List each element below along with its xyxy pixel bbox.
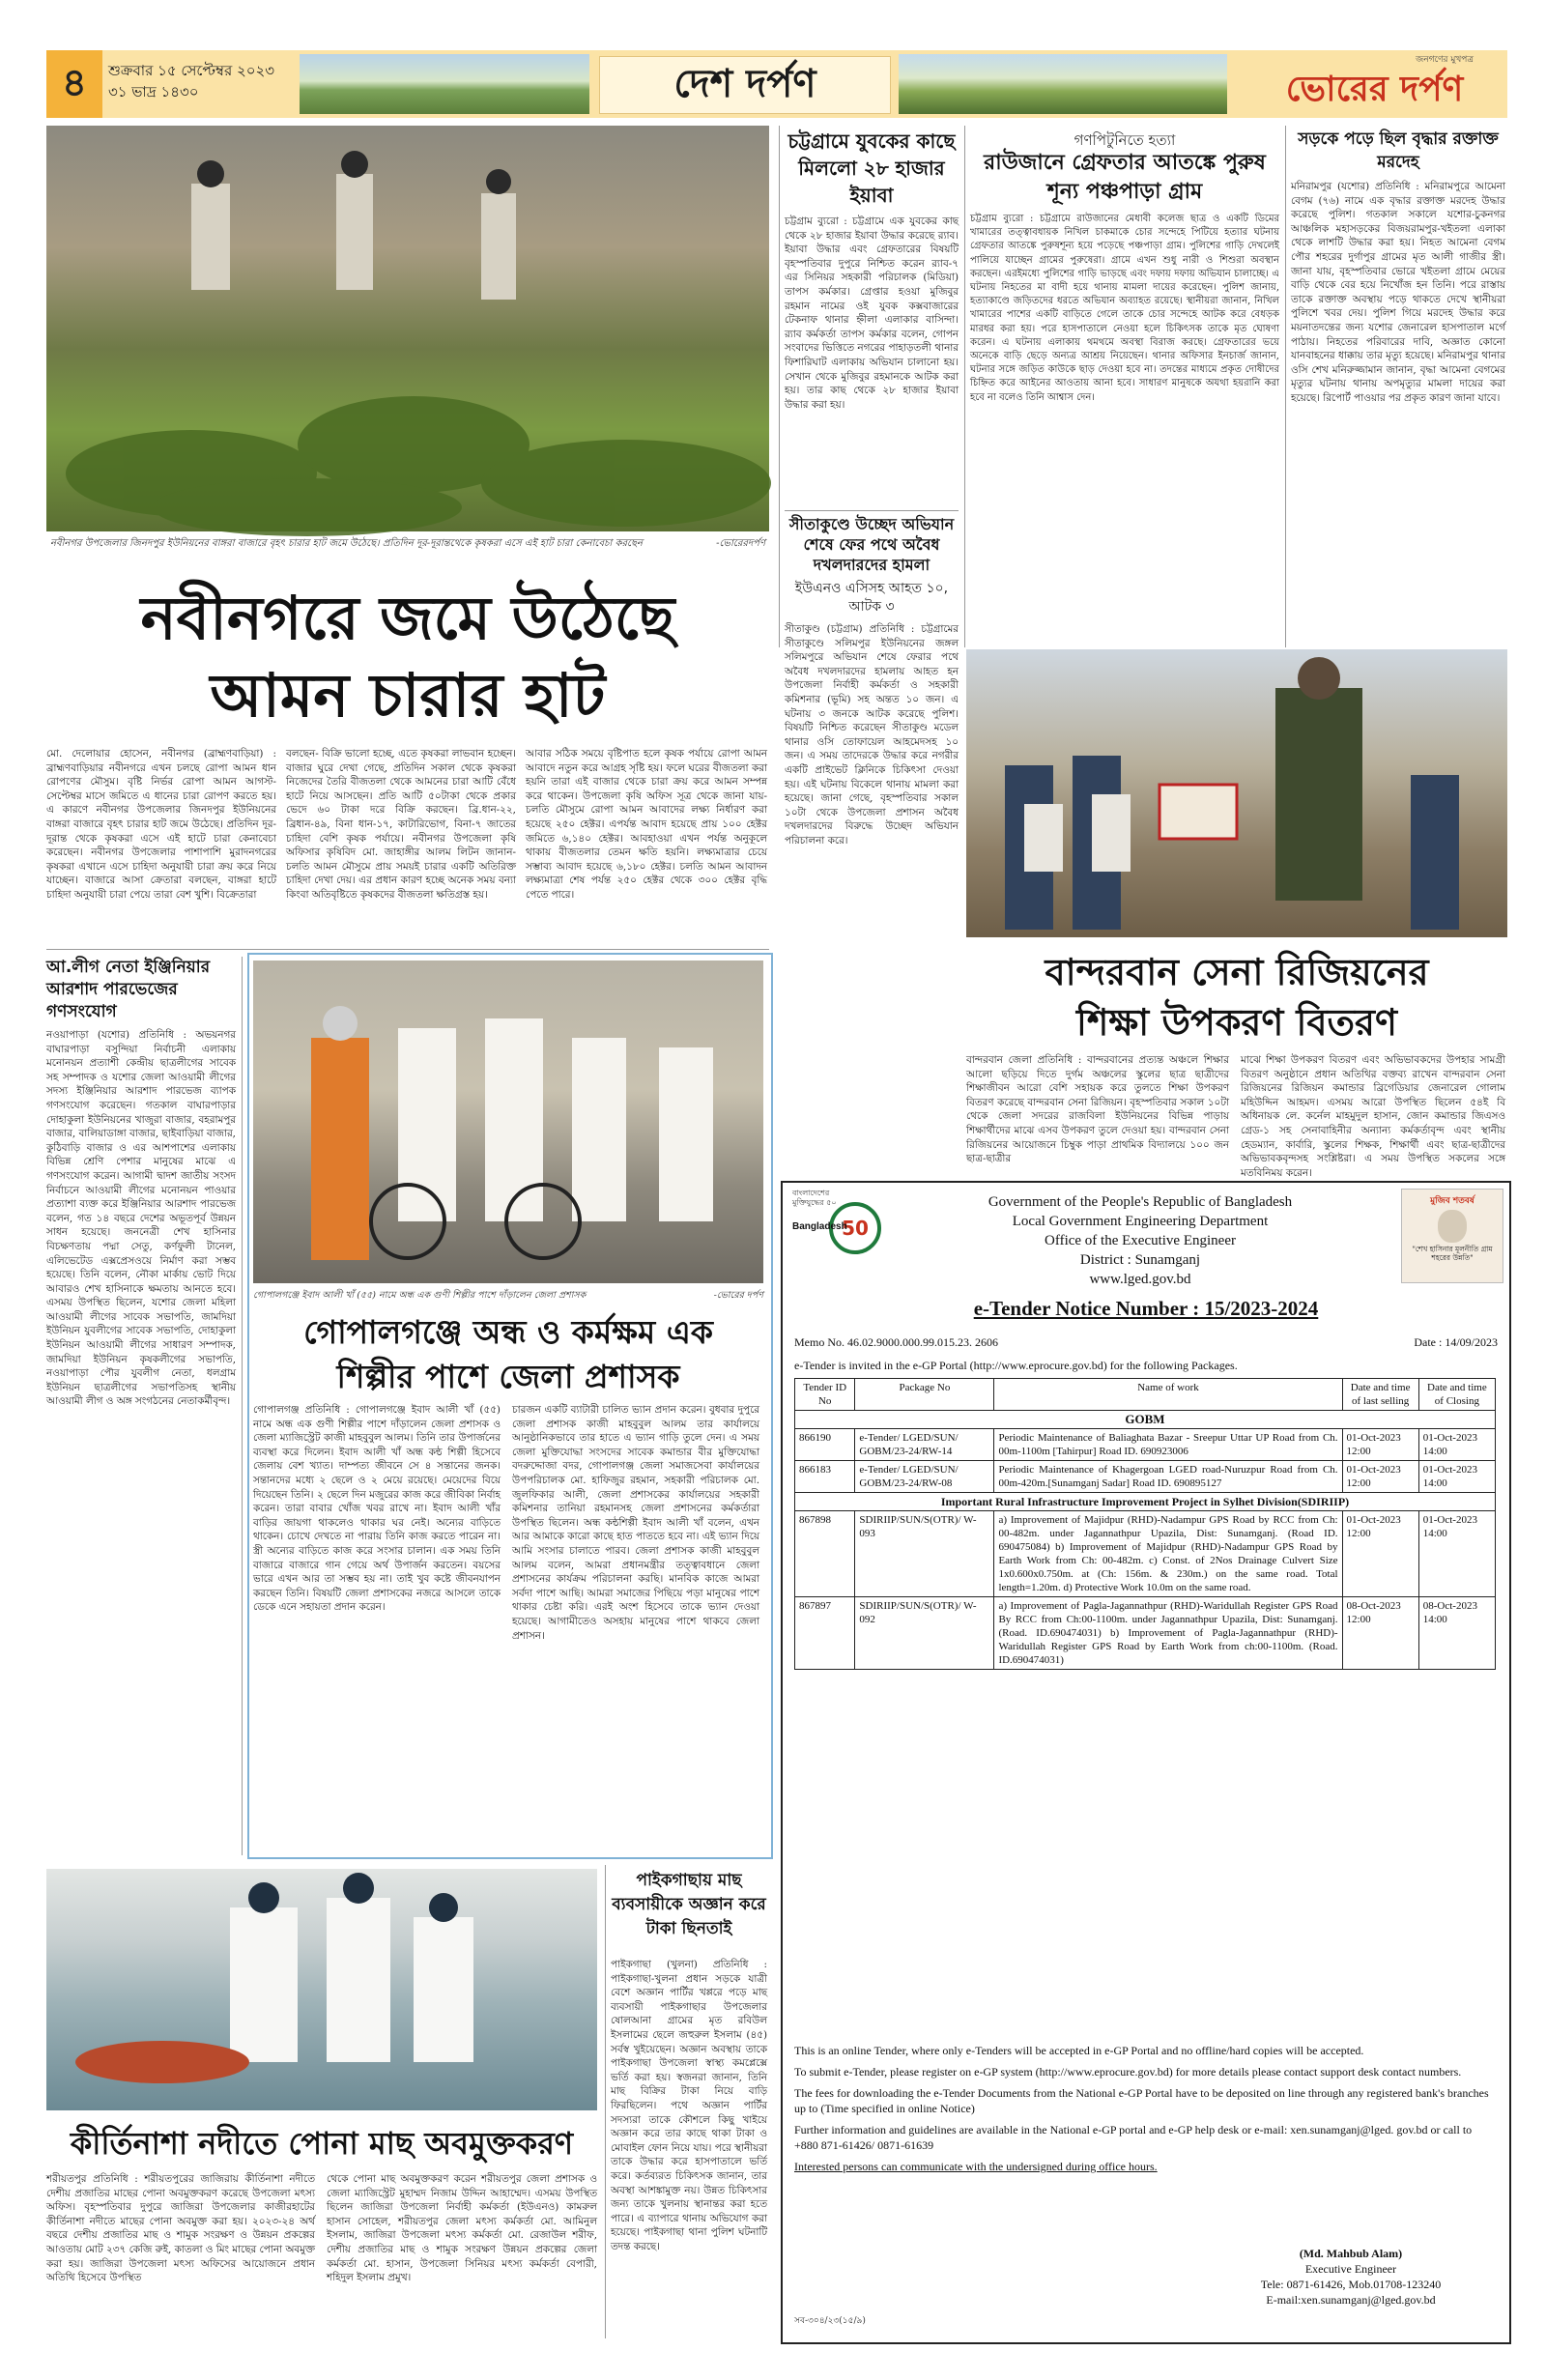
gopalganj-headline	[253, 1310, 763, 1399]
lead-headline	[46, 580, 769, 734]
bangladesh-50-logo	[792, 1189, 877, 1270]
col-header-work: Name of work	[994, 1379, 1342, 1411]
signer-title: Executive Engineer	[1304, 2262, 1397, 2276]
gopalganj-caption-text: গোপালগঞ্জে ইবাদ আলী খাঁ (৫৫) নামে অন্ধ এক গুণী শিল্পীর পাশে দাঁড়ালেন জেলা প্রশাসক	[253, 1290, 587, 1301]
sitakunda-body: সীতাকুণ্ড (চট্টগ্রাম) প্রতিনিধি : চট্টগ্রামের সীতাকুণ্ডে সলিমপুর ইউনিয়নের জঙ্গল সলিমপুরে অভিযান শেষে ফেরার পথে অবৈধ দখলদারদের হামলায় আহত হন উপজেলা নির্বাহী কর্মকর্তা ও সহকারী কমিশনার (ভূমি) সহ অন্তত ১০ জন। এ ঘটনায় ৩ জনকে আটক করেছে পুলিশ। বিষয়টি নিশ্চিত করেছেন সীতাকুণ্ড মডেল থানার ওসি তোফায়েল আহমেদসহ ১০ জন। এ সময় তাদেরকে উদ্ধার করে নগরীর একটি প্রাইভেট ক্লিনিকে চিকিৎসা দেওয়া হয়। এই ঘটনায় বিকেলে থানায় মামলা করা হয়েছে। জানা গেছে, বৃহস্পতিবার সকাল ১০টা থেকে উপজেলা প্রশাসন অবৈধ দখলদারদের বিরুদ্ধে উচ্ছেদ অভিযান পরিচালনা করে।	[785, 623, 959, 846]
lead-headline-line1: নবীনগরে জমে উঠেছে	[140, 583, 675, 653]
tender-note-register[interactable]: To submit e-Tender, please register on e-GP system (http://www.eprocure.gov.bd) for more details please contact support desk contact numbers.	[794, 2065, 1462, 2079]
signer-name: (Md. Mahbub Alam)	[1299, 2247, 1403, 2260]
column-divider	[1285, 126, 1286, 647]
tender-work: Periodic Maintenance of Khagergoan LGED road-Nuruzpur Road from Ch. 00m-420m.[Sunamganj Sadar] Road ID. 690895127	[994, 1461, 1342, 1493]
sitakunda-headline: সীতাকুণ্ডে উচ্ছেদ অভিযান শেষে ফের পথে অবৈধ দখলদারদের হামলা	[788, 515, 955, 574]
issue-date-gregorian: শুক্রবার ১৫ সেপ্টেম্বর ২০২৩	[108, 62, 274, 79]
gopalganj-body-col1: গোপালগঞ্জ প্রতিনিধি : গোপালগঞ্জে ইবাদ আলী খাঁ (৫৫) নামে অন্ধ এক গুণী শিল্পীর পাশে দাঁড়ালেন জেলা প্রশাসক ও জেলা ম্যাজিস্ট্রেট কাজী মাহবুবুল আলম। তিনি তার উপার্জনের ব্যবস্থা করে দিলেন। ইবাদ আলী খাঁ অন্ধ কন্ঠ শিল্পী হিসেবে জেলায় বেশ খ্যাত। দাম্পত্য জীবনে সে ৪ সন্তানের জনক। সন্তানদের মধ্যে ২ ছেলে ও ২ মেয়ে রয়েছে। মেয়েদের বিয়ে দিয়েছেন তিনি। ২ ছেলে দিন মজুরের কাজ করে জীবিকা নির্বাহ করেন। তারা বাবার খোঁজ খবর রাখে না। ইবাদ আলী খাঁর বাড়ির জায়গা থাকলেও থাকার ঘর নেই। অন্যের বাড়িতে থাকেন। চোখে দেখতে না পারায় তিনি কাজ করতে পারেন না। স্ত্রী অন্যের বাড়িতে কাজ করে সংসার চালান। এক সময় তিনি বাজারে বাজারে গান গেয়ে অর্থ উপার্জন করতেন। বয়সের ভারে এখন আর তা সম্ভব হয় না। তাই খুব কষ্টে জীবনযাপন করছেন তিনি। বিষয়টি জেলা প্রশাসকের নজরে আসলে তাকে ডেকে এনে সহায়তা প্রদান করেন।	[253, 1404, 501, 1614]
bandarban-photo	[966, 649, 1507, 937]
signer-email[interactable]: E-mail:xen.sunamganj@lged.gov.bd	[1266, 2293, 1436, 2307]
tender-intro: e-Tender is invited in the e-GP Portal (http://www.eprocure.gov.bd) for the following Packages.	[794, 1359, 1238, 1372]
tender-close-date: 01-Oct-2023 14:00	[1418, 1461, 1495, 1493]
ad-code: সব-৩০৪/২৩(১৫/৯)	[794, 2316, 866, 2326]
logo-word: Bangladesh	[792, 1221, 847, 1232]
lead-body-col2: বলছেন- বিক্রি ভালো হচ্ছে, এতে কৃষকরা লাভবান হচ্ছেন। বাজার ঘুরে দেখা গেছে, প্রতিদিন সকাল থেকে কৃষকরা নিজেদের তৈরি বীজতলা থেকে আমনের চারা আটি বেঁধে হাটে নিয়ে আসছেন। প্রতি আটি ৫০টাকা থেকে প্রকার ভেদে ৬০ টাকা দরে বিক্রি করছেন। ব্রি.ধান-২২, ব্রিধান-৪৯, বিনা ধান-১৭, কাটারিভোগ, বিনা-৭ জাতের চাহিদা বেশি কৃষক পর্যায়ে। নবীনগর উপজেলা কৃষি অফিসার কৃষিবিদ মো. জাহাঙ্গীর আলম লিটন জানান-চলতি আমন মৌসুমে প্রায় সময়ই চারার একটি অতিরিক্ত চাহিদা দেখা দেয়। এর প্রধান কারণ হচ্ছে অনেক সময় বন্যা কিংবা অতিবৃষ্টিতে কৃষকদের বীজতলা ক্ষতিগ্রস্ত হয়।	[286, 748, 516, 901]
tender-id: 866183	[795, 1461, 855, 1493]
tender-sell-date: 01-Oct-2023 12:00	[1342, 1461, 1418, 1493]
tender-package: e-Tender/ LGED/SUN/ GOBM/23-24/RW-08	[855, 1461, 994, 1493]
bandarban-headline-line1: বান্দরবান সেনা রিজিয়নের	[1045, 951, 1429, 993]
tender-office: Office of the Executive Engineer	[1045, 1233, 1236, 1248]
tender-close-date: 08-Oct-2023 14:00	[1418, 1597, 1495, 1670]
tender-gov: Government of the People's Republic of Bangladesh	[988, 1194, 1293, 1210]
tender-district: District : Sunamganj	[1079, 1252, 1201, 1268]
section-title: দেশ দর্পণ	[599, 56, 891, 114]
tender-id: 866190	[795, 1429, 855, 1461]
moniram-body: মনিরামপুর (যশোর) প্রতিনিধি : মনিরামপুরে আমেনা বেগম (৭৬) নামে এক বৃদ্ধার রক্তাক্ত মরদেহ উদ্ধার করেছে পুলিশ। গতকাল সকালে যশোর-চুকনগর আঞ্চলিক মহাসড়কের বিজয়রামপুর-খইতলা এলাকা থেকে লাশটি উদ্ধার করা হয়। নিহত আমেনা বেগম পৌর শহরের দুর্গাপুর গ্রামের মৃত আলী গাজীর স্ত্রী। জানা যায়, বৃহস্পতিবার ভোরে খইতলা গ্রামে মেয়ের বাড়ি থেকে বের হয়ে নিখোঁজ হন তিনি। পরে রাস্তায় তাকে রক্তাক্ত অবস্থায় পড়ে থাকতে দেখে স্থানীয়রা পুলিশে খবর দেয়। পুলিশ গিয়ে মরদেহ উদ্ধার করে ময়নাতদন্তের জন্য যশোর জেনারেল হাসপাতাল মর্গে পাঠায়। নিহতের পরিবারের দাবি, অজ্ঞাত কোনো যানবাহনের ধাক্কায় তার মৃত্যু হয়েছে। মনিরামপুর থানার ওসি শেখ মনিরুজ্জামান জানান, বৃদ্ধা আমেনা বেগমের মৃত্যুর ঘটনায় থানায় অপমৃত্যুর মামলা দায়ের করা হয়েছে। রিপোর্ট পাওয়ার পর প্রকৃত কারণ জানা যাবে।	[1291, 181, 1505, 404]
bandarban-body-col2: মাঝে শিক্ষা উপকরণ বিতরণ এবং অভিভাবকদের উপহার সামগ্রী বিতরণ অনুষ্ঠানে প্রধান অতিথির বক্তব্য রাখেন বান্দরবান সেনা রিজিয়নের রিজিয়ন কমান্ডার ব্রিগেডিয়ার জেনারেল গোলাম মহিউদ্দিন আহমদ। এসময় আরো উপস্থিত ছিলেন ৫৪ই বি অধিনায়ক লে. কর্নেল মাহমুদুল হাসান, জোন কমান্ডার জিএসও গ্রেড-১ সহ সেনাবাহিনীর অন্যান্য কর্মকর্তাবৃন্দ এবং স্থানীয় হেডম্যান, কার্বারি, স্কুলের শিক্ষক, শিক্ষার্থী এবং ছাত্র-ছাত্রীদের অভিভাবকবৃন্দসহ সংশ্লিষ্টরা। এ সময় উপস্থিত সকলের সঙ্গে মতবিনিময় করেন।	[1241, 1054, 1505, 1179]
raozan-body: চট্টগ্রাম ব্যুরো : চট্টগ্রামে রাউজানের মেধাবী কলেজ ছাত্র ও একটি ডিমের খামারের তত্ত্বাবধায়ক নিখিল চাকমাকে চোর সন্দেহে পিটিয়ে হত্যার ঘটনায় গ্রেফতার আতঙ্কে পুরুষশূন্য হয়ে পড়েছে পঞ্চপাড়া গ্রাম। পুলিশের গাড়ি দেখলেই পালিয়ে যাচ্ছেন গ্রামের পুরুষেরা। গ্রামে এখন শুধু নারী ও শিশুরা অবস্থান করছেন। এরইমধ্যে পুলিশের গাড়ি ভাড়ছে এবং দফায় দফায় অভিযান চালাচ্ছে। এ ঘটনায় নিহতের মা বাদী হয়ে থানায় মামলা দায়ের করেছেন। পুলিশ জানায়, হত্যাকাণ্ডে জড়িতদের ধরতে অভিযান অব্যাহত রয়েছে। স্থানীয়রা জানান, নিখিল খামারের পাশের একটি বাড়িতে গেলে তাকে চোর সন্দেহে আটক করে বেধড়ক মারধর করা হয়। পরে হাসপাতালে নেওয়া হলে চিকিৎসক তাকে মৃত ঘোষণা করেন। এ ঘটনায় এলাকায় থমথমে অবস্থা বিরাজ করছে। গ্রেফতারের ভয়ে অনেকে বাড়ি ছেড়ে অন্যত্র আশ্রয় নিয়েছেন। থানার অফিসার ইনচার্জ জানান, ঘটনার সঙ্গে জড়িত কাউকে ছাড় দেওয়া হবে না। তদন্তের মাধ্যমে প্রকৃত দোষীদের চিহ্নিত করে আইনের আওতায় আনা হবে। সাধারণ মানুষকে অযথা হয়রানি করা হবে না বলেও তিনি আশ্বাস দেন।	[970, 214, 1279, 403]
signer-tel: Tele: 0871-61426, Mob.01708-123240	[1260, 2278, 1442, 2291]
lead-headline-line2: আমন চারার হাট	[210, 660, 606, 731]
tender-date: Date : 14/09/2023	[1414, 1335, 1498, 1349]
masthead-harvest-image	[899, 54, 1227, 114]
paper-tagline: জনগণের মুখপত্র	[1416, 55, 1474, 65]
tender-note-contact: Interested persons can communicate with the undersigned during office hours.	[794, 2160, 1158, 2173]
tender-work: Periodic Maintenance of Baliaghata Bazar - Sreepur Uttar UP Road from Ch. 00m-1100m [Tahirpur] Road ID. 690923006	[994, 1429, 1342, 1461]
divider	[46, 949, 769, 950]
tender-work: a) Improvement of Majidpur (RHD)-Nadampur GPS Road by RCC from Ch: 00-482m. under Jagannathpur Upazila, Dist: Sunamganj. (Road ID. 690475084) b) Improvement of Majidpur (RHD)-Nadampur GPS Road by Earth Work from Ch: 00-482m. c) Const. of 2Nos Drainage Culvert Size 1x0.600x0.750m. at (Ch: 156m. & 230m.) on the same road. Total length=1.20m. d) Protective Work 10.0m on the same road.	[994, 1511, 1342, 1597]
column-divider	[605, 1865, 606, 2338]
tender-dept: Local Government Engineering Department	[1012, 1214, 1269, 1229]
logo-caption-top: বাংলাদেশের মুক্তিযুদ্ধের ৫০	[792, 1189, 837, 1207]
gopalganj-photo	[253, 961, 763, 1283]
lead-caption-text: নবীনগর উপজেলার জিনদপুর ইউনিয়নের বাঙ্গরা বাজারে বৃহৎ চারার হাট জমে উঠেছে। প্রতিদিন দূর-দূরান্তথেকে কৃষকরা এসে এই হাট চারা কেনাবেচা করছেন	[50, 538, 644, 549]
table-row	[795, 1511, 1496, 1597]
tender-note-online: This is an online Tender, where only e-Tenders will be accepted in e-GP Portal and no offline/hard copies will be accepted.	[794, 2044, 1364, 2057]
tender-web: www.lged.gov.bd	[1089, 1272, 1191, 1287]
tender-notes	[794, 2043, 1496, 2174]
moniram-headline: সড়কে পড়ে ছিল বৃদ্ধার রক্তাক্ত মরদেহ	[1298, 129, 1499, 172]
tender-memo: Memo No. 46.02.9000.000.99.015.23. 2606	[794, 1335, 998, 1349]
masthead-field-image	[300, 54, 589, 114]
tender-work: a) Improvement of Pagla-Jagannathpur (RHD)-Waridullah Register GPS Road By RCC from Ch:00-1100m. under Jagannathpur Upazila, Dist: Sunamganj. (Road. ID.690474031) b) Improvement of Pagla-Jagannathpur (RHD)-Waridullah Register GPS Road by Earth Work from ch:00-1100m. (Road. ID.690474031)	[994, 1597, 1342, 1670]
table-row	[795, 1429, 1496, 1461]
table-row	[795, 1461, 1496, 1493]
ctg-headline: চট্টগ্রামে যুবকের কাছে মিললো ২৮ হাজার ইয়াবা	[787, 129, 956, 207]
column-divider	[964, 126, 965, 647]
lead-photo-seedling-market	[46, 126, 769, 531]
tender-package: e-Tender/ LGED/SUN/ GOBM/23-24/RW-14	[855, 1429, 994, 1461]
column-divider	[242, 957, 243, 1855]
tender-note-info[interactable]: Further information and guidelines are available in the National e-GP portal and e-GP help desk or e-mail: xen.sunamganj@lged. gov.bd or call to +880 871-61426/ 0871-61639	[794, 2123, 1473, 2152]
gopalganj-headline-line2: শিল্পীর পাশে জেলা প্রশাসক	[336, 1358, 680, 1395]
tender-close-date: 01-Oct-2023 14:00	[1418, 1429, 1495, 1461]
issue-date-bengali: ৩১ ভাদ্র ১৪৩০	[108, 83, 199, 100]
table-row	[795, 1597, 1496, 1670]
al-body: নওয়াপাড়া (যশোর) প্রতিনিধি : অভয়নগর বাঘারপাড়া বসুন্দিয়া নির্বাচনী এলাকায় মনোনয়ন প্রত্যাশী কেন্দ্রীয় ছাত্রলীগের সাবেক সহ সম্পাদক ও যশোর জেলা আওয়ামী লীগের সদস্য ইঞ্জিনিয়ার আরশাদ পারভেজ ব্যাপক গণসংযোগ করেছেন। গতকাল বাঘারপাড়ার দোহাকুলা ইউনিয়নের খাজুরা বাজার, বহরামপুর বাজার, বালিয়াডাঙ্গা বাজার, ছাইবাড়িয়া বাজার, কুঠিবাড়ি বাজার ও এর আশপাশের এলাকায় বিভিন্ন শ্রেণি পেশার মানুষের মাঝে এ গণসংযোগ করেন। আগামী দ্বাদশ জাতীয় সংসদ নির্বাচনে আওয়ামী লীগের মনোনয়ন পাওয়ার প্রত্যাশা ব্যক্ত করে ইঞ্জিনিয়ার আরশাদ পারভেজ বলেন, গত ১৪ বছরে দেশের অভূতপূর্ব উন্নয়ন সাধন হয়েছে। জননেত্রী শেখ হাসিনার বিচক্ষণতায় পদ্মা সেতু, কর্ণফুলী টানেল, এলিভেটেড এক্সপ্রেসওয়ে নির্মাণ করা সম্ভব হয়েছে। তিনি বলেন, নৌকা মার্কায় ভোট দিয়ে আবারও শেখ হাসিনাকে ক্ষমতায় আনতে হবে। এসময় উপস্থিত ছিলেন, যশোর জেলা মহিলা আওয়ামী লীগের সাবেক সভাপতি, জামদিয়া ইউনিয়ন যুবলীগের সাবেক সভাপতি, দোহাকুলা ইউনিয়ন আওয়ামী লীগের সাধারণ সম্পাদক, জামদিয়া ইউনিয়ন কৃষকলীগের সভাপতি, নওয়াপাড়া পৌর যুবলীগ নেতা, ধলগ্রাম ইউনিয়ন ছাত্রলীগের সভাপতিসহ স্থানীয় আওয়ামী লীগ ও অঙ্গ সংগঠনের নেতাকর্মীবৃন্দ।	[46, 1029, 236, 1408]
paikgachha-headline: পাইকগাছায় মাছ ব্যবসায়ীকে অজ্ঞান করে টাকা ছিনতাই	[612, 1871, 766, 1938]
gopalganj-caption	[253, 1289, 763, 1302]
tender-package: SDIRIIP/SUN/S(OTR)/ W-092	[855, 1597, 994, 1670]
logo-number: 50	[829, 1202, 881, 1254]
page-number: ৪	[46, 50, 102, 118]
divider	[785, 510, 959, 511]
column-divider	[779, 126, 780, 647]
ctg-body: চট্টগ্রাম ব্যুরো : চট্টগ্রামে এক যুবকের কাছ থেকে ২৮ হাজার ইয়াবা উদ্ধার করেছে র‍্যাব। ইয়াবা উদ্ধার এবং গ্রেফতারের বিষয়টি বৃহস্পতিবার দুপুরে নিশ্চিত করেন র‍্যাব-৭ এর সিনিয়র সহকারী পরিচালক (মিডিয়া) তাপস কর্মকার। গ্রেপ্তার হওয়া মুজিবুর রহমান নামের ওই যুবক কক্সবাজারের টেকনাফ থানার হ্নীলা এলাকার বাসিন্দা। র‍্যাব কর্মকর্তা তাপস কর্মকার বলেন, গোপন সংবাদের ভিত্তিতে নগরের পাহাড়তলী থানার ফিশারিঘাট এলাকায় অভিযান চালানো হয়। সেখান থেকে মুজিবুর রহমানকে আটক করা হয়। তার কাছ থেকে ২৮ হাজার ইয়াবা উদ্ধার করা হয়।	[785, 215, 959, 411]
tender-package: SDIRIIP/SUN/S(OTR)/ W-093	[855, 1511, 994, 1597]
tender-title: e-Tender Notice Number : 15/2023-2024	[973, 1297, 1319, 1320]
col-header-package: Package No	[855, 1379, 994, 1411]
al-headline: আ.লীগ নেতা ইঞ্জিনিয়ার আরশাদ পারভেজের গণসংযোগ	[46, 958, 211, 1021]
kirtinasha-headline: কীর্তিনাশা নদীতে পোনা মাছ অবমুক্তকরণ	[70, 2125, 574, 2162]
lead-body-col1: মো. দেলোয়ার হোসেন, নবীনগর (ব্রাহ্মণবাড়িয়া) : ব্রাহ্মণবাড়িয়ার নবীনগরে এখন চলছে রোপা আমন ধান রোপণের মৌসুম। বৃষ্টি নির্ভর রোপা আমন আগস্ট-সেপ্টেম্বর মাসে জমিতে এ ধানের চারা রোপণ করতে হয়। এ কারণে নবীনগর উপজেলার জিনদপুর ইউনিয়নের বাঙ্গরা বাজারে বৃহৎ চারার হাট জমে উঠেছে। প্রতিদিন দূর-দূরান্ত থেকে কৃষকরা এসে এই হাটে চারা কেনাবেচা করেছেন। নবীনগর উপজেলার পাশাপাশি মুরাদনগরের কৃষকরা এখানে এসে চাহিদা অনুযায়ী চারা ক্রয় করে নিয়ে যাচ্ছেন। বাজারে আসা ক্রেতারা বলছেন, বাঙ্গরা হাটে চাহিদা অনুযায়ী চারা পেয়ে তারা বেশ খুশি। বিক্রেতারা	[46, 748, 276, 901]
sitakunda-subhead: ইউএনও এসিসহ আহত ১০, আটক ৩	[794, 581, 949, 615]
col-header-selling: Date and time of last selling	[1342, 1379, 1418, 1411]
lead-photo-caption	[50, 537, 765, 550]
tender-note-fees: The fees for downloading the e-Tender Documents from the National e-GP Portal have to be deposited on line through any registered bank's branches up to (Time specified in online Notice)	[794, 2086, 1489, 2115]
pm-portrait-badge	[1401, 1189, 1503, 1283]
tender-header	[879, 1192, 1401, 1289]
col-header-closing: Date and time of Closing	[1418, 1379, 1495, 1411]
tender-notice	[781, 1181, 1511, 2344]
tender-group-gobm: GOBM	[795, 1411, 1496, 1429]
issue-date	[108, 60, 292, 102]
col-header-id: Tender ID No	[795, 1379, 855, 1411]
lead-body-col3: আবার সঠিক সময়ে বৃষ্টিপাত হলে কৃষক পর্যায়ে রোপা আমন আবাদে নতুন করে আগ্রহ সৃষ্টি হয়। ফলে ঘরের বীজতলা করা হয়নি তারা এই বাজার থেকে চারা ক্রয় করে আমন সম্পন্ন করে থাকেন। উপজেলা কৃষি অফিস সূত্র থেকে জানা যায়-চলতি মৌসুমে রোপা আমন আবাদের লক্ষ্য নির্ধারণ করা হয়েছে ২৫০ হেক্টর। এপর্যন্ত আবাদ হয়েছে প্রায় ১০০ হেক্টর জমিতে ৬,১৪০ হেক্টর। আবহাওয়া এখন পর্যন্ত অনুকূলে থাকায় বীজতলার তেমন ক্ষতি হয়নি। লক্ষ্যমাত্রার চেয়ে সম্ভাব্য আবাদ হয়েছে ৬,১৮০ হেক্টর। চলতি আমন আবাদন লক্ষ্যমাত্রা শেষ পর্যন্ত ২৫০ হেক্টর থেকে ৩০০ হেক্টর বৃদ্ধি পেতে পারে।	[526, 748, 767, 901]
tender-sell-date: 01-Oct-2023 12:00	[1342, 1429, 1418, 1461]
tender-group-sdiriip: Important Rural Infrastructure Improvement Project in Sylhet Division(SDIRIIP)	[795, 1493, 1496, 1511]
tender-sell-date: 01-Oct-2023 12:00	[1342, 1511, 1418, 1597]
gopalganj-headline-line1: গোপালগঞ্জে অন্ধ ও কর্মক্ষম এক	[303, 1313, 713, 1351]
pm-portrait-icon	[1438, 1210, 1467, 1243]
kirtinasha-body-col2: থেকে পোনা মাছ অবমুক্তকরণ করেন শরীয়তপুর জেলা প্রশাসক ও জেলা ম্যাজিস্ট্রেট মুহাম্মদ নিজাম উদ্দিন আহাম্মেদ। এসময় উপস্থিত ছিলেন জাজিরা উপজেলা নির্বাহী কর্মকর্তা (ইউএনও) কামরুল হাসান সোহেল, শরীয়তপুর জেলা মৎস্য কর্মকর্তা মো. আমিনুল ইসলাম, জাজিরা উপজেলা মৎস্য কর্মকর্তা মো. রেজাউল শরীফ, দেশীয় প্রজাতির মাছ ও শামুক সংরক্ষণ উন্নয়ন প্রকল্পের জেলা কর্মকর্তা মো. হাসান, উপজেলা সিনিয়র মৎস্য কর্মকর্তা বেপারী, শহিদুল ইসলাম প্রমুখ।	[327, 2173, 597, 2284]
raozan-kicker: গণপিটুনিতে হত্যা	[1074, 131, 1176, 149]
tender-sell-date: 08-Oct-2023 12:00	[1342, 1597, 1418, 1670]
raozan-headline: রাউজানে গ্রেফতার আতঙ্কে পুরুষ শূন্য পঞ্চপাড়া গ্রাম	[984, 151, 1266, 204]
tender-signature	[1206, 2246, 1496, 2308]
paper-logo[interactable]	[1246, 52, 1503, 116]
tender-table-header	[795, 1379, 1496, 1411]
kirtinasha-body-col1: শরীয়তপুর প্রতিনিধি : শরীয়তপুরের জাজিরায় কীর্তিনাশা নদীতে দেশীয় প্রজাতির মাছের পোনা অবমুক্তকরণ করেছে উপজেলা মৎস্য অফিস। বৃহস্পতিবার দুপুরে জাজিরা উপজেলার কাজীরহাটের কীর্তিনাশা নদীতে মাছের পোনা অবমুক্ত করা হয়। ২০২৩-২৪ অর্থ বছরে দেশীয় প্রজাতির মাছ ও শামুক সংরক্ষণ ও উন্নয়ন প্রকল্পের আওতায় মোট ২৩৭ কেজি রুই, কাতলা ও মিং মাছের পোনা অবমুক্ত করা হয়। জাজিরা উপজেলা মৎস্য অফিসের আয়োজনে প্রধান অতিথি হিসেবে উপস্থিত	[46, 2173, 315, 2284]
tender-table	[794, 1378, 1496, 1670]
paper-name: ভোরের দর্পণ	[1285, 70, 1464, 109]
tender-close-date: 01-Oct-2023 14:00	[1418, 1511, 1495, 1597]
gopalganj-caption-credit: -ভোরের দর্পণ	[713, 1290, 763, 1301]
lead-caption-credit: -ভোরেরদর্পণ	[716, 538, 765, 549]
tender-id: 867897	[795, 1597, 855, 1670]
bandarban-body-col1: বান্দরবান জেলা প্রতিনিধি : বান্দরবানের প্রত্যন্ত অঞ্চলে শিক্ষার আলো ছড়িয়ে দিতে দুর্গম অঞ্চলের স্কুলের ছাত্র ছাত্রীদের শিক্ষাজীবন আরো বেশি সহায়ক করে তুলতে শিক্ষা উপকরণ বিতরণ করেছে বান্দরবান সেনা রিজিয়ন। বৃহস্পতিবার সকাল ১০টা থেকে জেলা সদরের রাজবিলা ইউনিয়নের বিভিন্ন পাড়ায় শিক্ষার্থীদের মাঝে এসব উপকরণ তুলে দেওয়া হয়। বান্দরবান সেনা রিজিয়নের আয়োজনে চিম্বুক পাড়া প্রাথমিক বিদ্যালয়ে ১০০ জন ছাত্র-ছাত্রীর	[966, 1054, 1229, 1165]
gopalganj-body-col2: চারজন একটি ব্যাটারী চালিত ভ্যান প্রদান করেন। বুধবার দুপুরে জেলা প্রশাসক কাজী মাহবুবুল আলম তার কার্যালয়ে আনুষ্ঠানিকভাবে তার হাতে এ ভ্যান গাড়ি তুলে দেন। এ সময় জেলা মুক্তিযোদ্ধা সংসদের সাবেক কমান্ডার বীর মুক্তিযোদ্ধা বদরুদ্দোজা বদর, গোপালগঞ্জ জেলা সমাজসেবা কার্যালয়ের উপপরিচালক মো. হাফিজুর রহমান, সহকারী পরিচালক মো. জুলফিকার আলী, জেলা প্রশাসকের কার্যালয়ের সহকারী কমিশনার তানিয়া রহমানসহ জেলা প্রশাসনের কর্মকর্তারা উপস্থিত ছিলেন। অন্ধ কন্ঠশিল্পী ইবাদ আলী খাঁ বলেন, এখন আর আমাকে কারো কাছে হাত পাততে হবে না। এই ভ্যান দিয়ে আমি সংসার চালাতে পারব। জেলা প্রশাসক কাজী মাহবুবুল আলম বলেন, আমরা প্রধানমন্ত্রীর তত্ত্বাবধানে জেলা প্রশাসনের কার্যক্রম পরিচালনা করছি। মানবিক কাজে আমরা সর্বদা পাশে আছি। আমরা সমাজের পিছিয়ে পড়া মানুষের পাশে থাকার চেষ্টা করি। এরই অংশ হিসেবে তাকে ভ্যান দেওয়া হয়েছে। আগামীতেও অসহায় মানুষের পাশে থাকবে জেলা প্রশাসন।	[512, 1404, 759, 1642]
paikgachha-body: পাইকগাছা (খুলনা) প্রতিনিধি : পাইকগাছা-খুলনা প্রধান সড়কে যাত্রী বেশে অজ্ঞান পার্টির খপ্পরে পড়ে মাছ ব্যবসায়ী পাইকগাছার উপজেলার ষোলআনা গ্রামের মৃত রবিউল ইসলামের ছেলে জহুরুল ইসলাম (৪৫) সর্বস্ব খুইয়েছেন। অজ্ঞান অবস্থায় তাকে পাইকগাছা উপজেলা স্বাস্থ্য কমপ্লেক্সে ভর্তি করা হয়। স্বজনরা জানান, তিনি মাছ বিক্রির টাকা নিয়ে বাড়ি ফিরছিলেন। পথে অজ্ঞান পার্টির সদস্যরা তাকে কৌশলে কিছু খাইয়ে অজ্ঞান করে তার কাছে থাকা টাকা ও মোবাইল ফোন নিয়ে যায়। পরে স্থানীয়রা তাকে উদ্ধার করে হাসপাতালে ভর্তি করে। কর্তব্যরত চিকিৎসক জানান, তার অবস্থা আশঙ্কামুক্ত নয়। উন্নত চিকিৎসার জন্য তাকে খুলনায় স্থানান্তর করা হতে পারে। এ ব্যাপারে থানায় অভিযোগ করা হয়েছে। পাইকগাছা থানা পুলিশ ঘটনাটি তদন্ত করছে।	[611, 1959, 767, 2252]
pm-badge-title: মুজিব শতবর্ষ	[1430, 1196, 1474, 1206]
tender-id: 867898	[795, 1511, 855, 1597]
kirtinasha-photo	[46, 1869, 597, 2110]
bandarban-headline-line2: শিক্ষা উপকরণ বিতরণ	[1076, 1001, 1397, 1044]
bandarban-headline	[966, 947, 1507, 1047]
pm-quote: "শেখ হাসিনার মূলনীতি গ্রাম শহরের উন্নতি"	[1412, 1245, 1493, 1262]
